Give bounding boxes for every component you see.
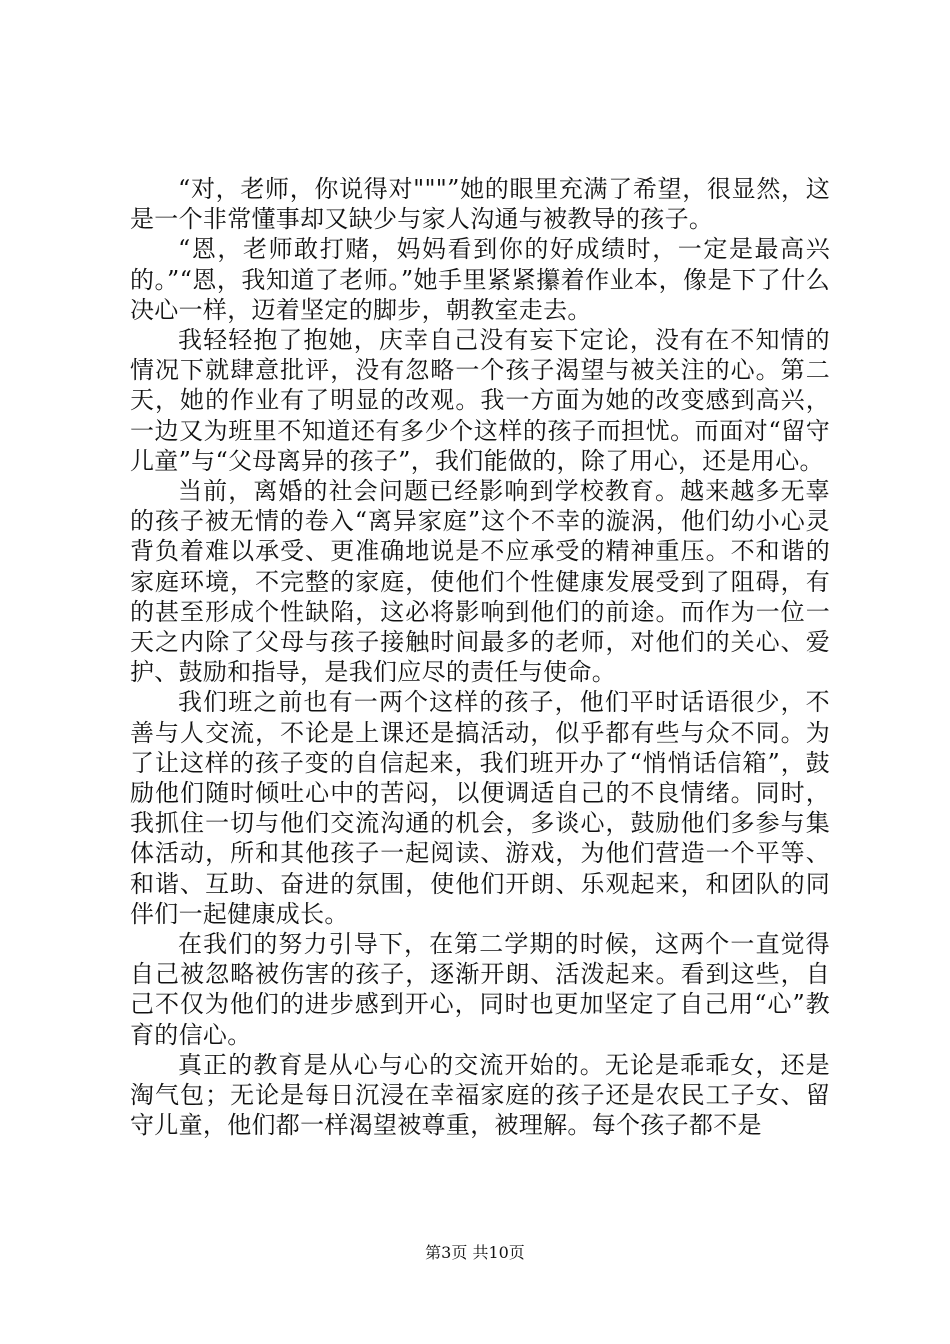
page-number-footer: 第3页 共10页 bbox=[425, 1243, 525, 1262]
document-body bbox=[130, 174, 830, 1141]
paragraph-7: 真正的教育是从心与心的交流开始的。无论是乖乖女，还是淘气包；无论是每日沉浸在幸福家庭的孩子还是农民工子女、留守儿童，他们都一样渴望被尊重，被理解。每个孩子都不是 bbox=[130, 1050, 830, 1140]
paragraph-3: 我轻轻抱了抱她，庆幸自己没有妄下定论，没有在不知情的情况下就肆意批评，没有忽略一个孩子渴望与被关注的心。第二天，她的作业有了明显的改观。我一方面为她的改变感到高兴，一边又为班里不知道还有多少个这样的孩子而担忧。而面对“留守儿童”与“父母离异的孩子”，我们能做的，除了用心，还是用心。 bbox=[130, 326, 830, 475]
paragraph-1: “对，老师，你说得对"""”她的眼里充满了希望，很显然，这是一个非常懂事却又缺少与家人沟通与被教导的孩子。 bbox=[130, 175, 830, 234]
paragraph-5: 我们班之前也有一两个这样的孩子，他们平时话语很少，不善与人交流，不论是上课还是搞活动，似乎都有些与众不同。为了让这样的孩子变的自信起来，我们班开办了“悄悄话信箱”，鼓励他们随时倾吐心中的苦闷，以便调适自己的不良情绪。同时，我抓住一切与他们交流沟通的机会，多谈心，鼓励他们多参与集体活动，所和其他孩子一起阅读、游戏，为他们营造一个平等、和谐、互助、奋进的氛围，使他们开朗、乐观起来，和团队的同伴们一起健康成长。 bbox=[130, 688, 830, 928]
paragraph-6: 在我们的努力引导下，在第二学期的时候，这两个一直觉得自己被忽略被伤害的孩子，逐渐开朗、活泼起来。看到这些，自己不仅为他们的进步感到开心，同时也更加坚定了自己用“心”教育的信心。 bbox=[130, 930, 830, 1049]
paragraph-4: 当前，离婚的社会问题已经影响到学校教育。越来越多无辜的孩子被无情的卷入“离异家庭”这个不幸的漩涡，他们幼小心灵背负着难以承受、更准确地说是不应承受的精神重压。不和谐的家庭环境，不完整的家庭，使他们个性健康发展受到了阻碍，有的甚至形成个性缺陷，这必将影响到他们的前途。而作为一位一天之内除了父母与孩子接触时间最多的老师，对他们的关心、爱护、鼓励和指导，是我们应尽的责任与使命。 bbox=[130, 477, 830, 687]
paragraph-2: “恩，老师敢打赌，妈妈看到你的好成绩时，一定是最高兴的。”“恩，我知道了老师。”她手里紧紧攥着作业本，像是下了什么决心一样，迈着坚定的脚步，朝教室走去。 bbox=[130, 235, 830, 324]
